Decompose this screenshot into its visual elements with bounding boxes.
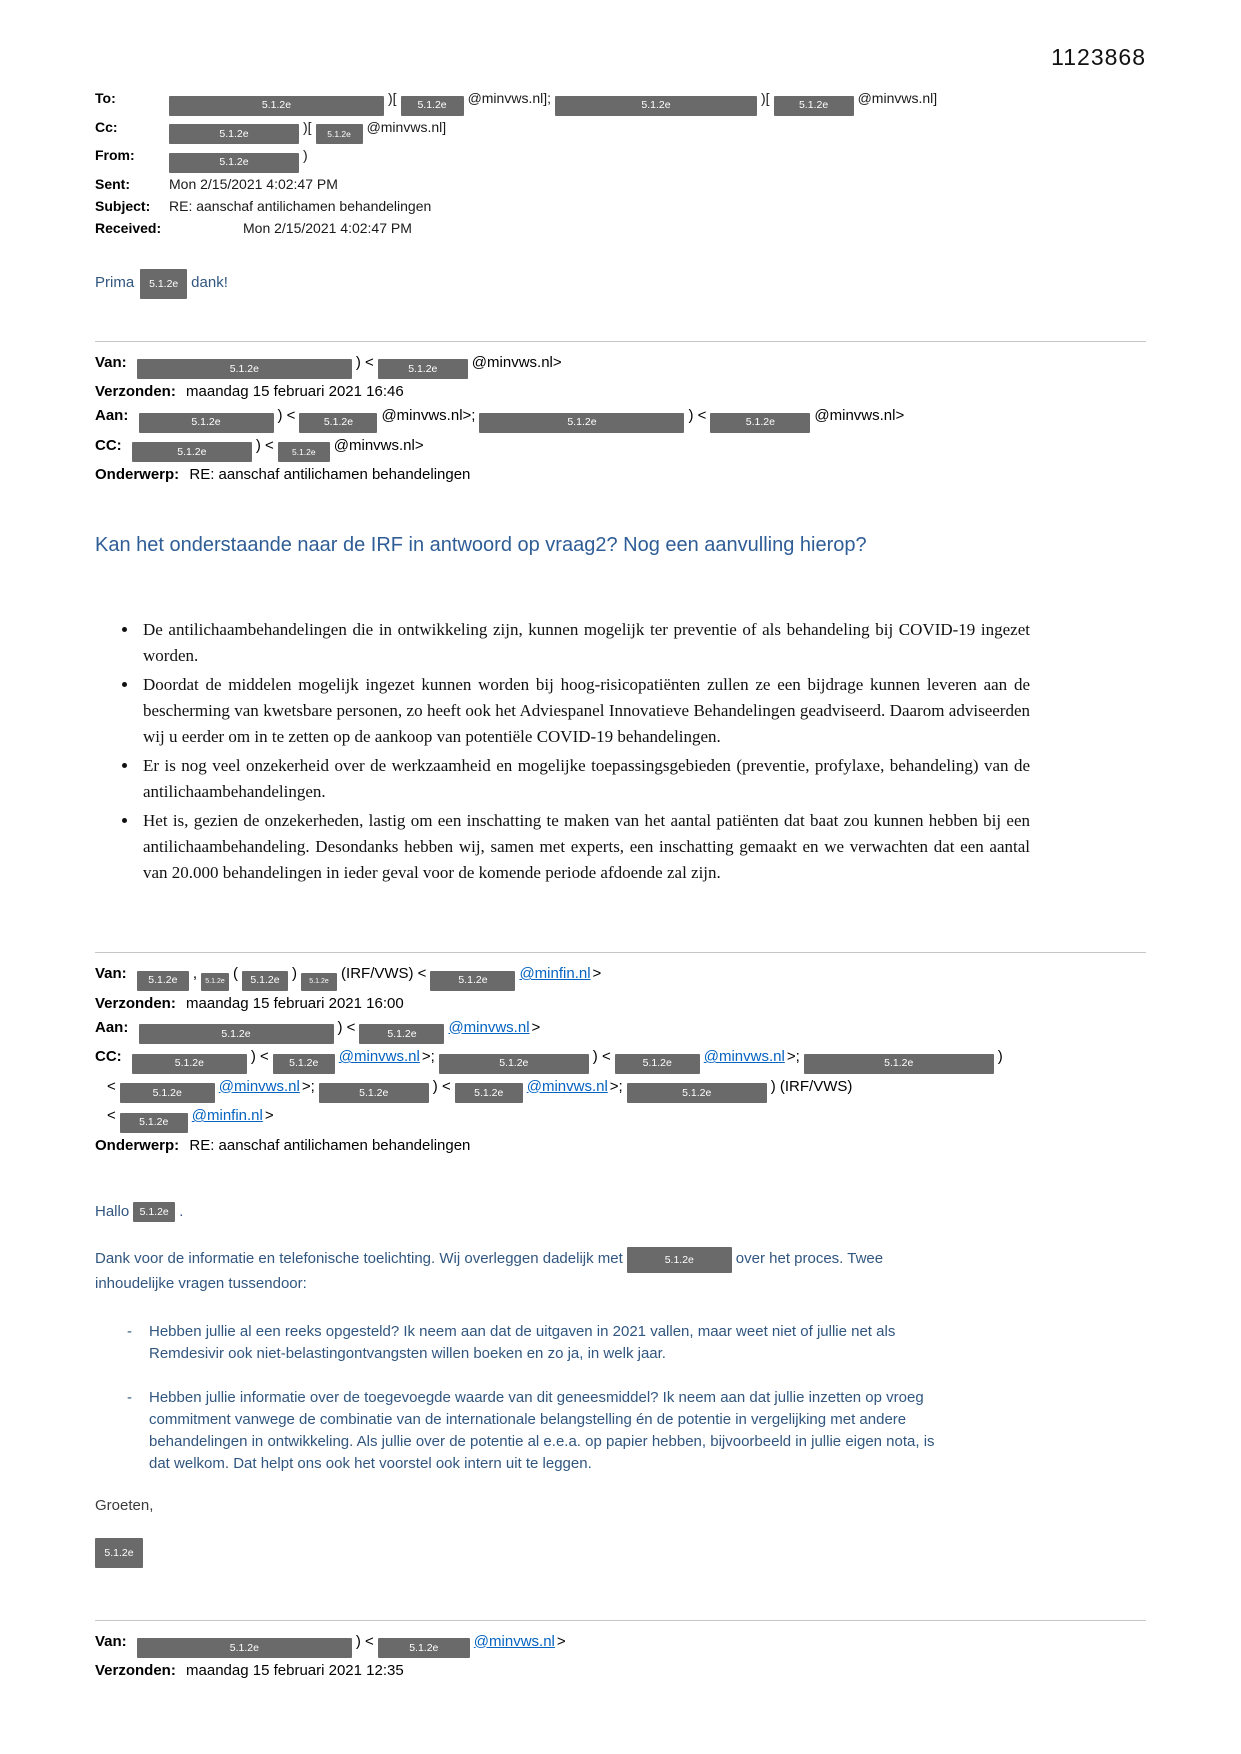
- redaction-box: 5.1.2e: [139, 1024, 334, 1044]
- signature-box: [95, 1538, 1146, 1568]
- redaction-box: 5.1.2e: [273, 1054, 335, 1074]
- field-value: [132, 1048, 1007, 1069]
- redaction-box: 5.1.2e: [359, 1024, 444, 1044]
- redaction-box: 5.1.2e: [627, 1083, 767, 1103]
- text-run: >;: [609, 1077, 623, 1095]
- field-value: [137, 1632, 570, 1654]
- bullet-item: • Doordat de middelen mogelijk ingezet kunnen worden bij hoog-risicopatiënten zullen ze een bijdrage kunnen leveren aan de bescherming van kwetsbare personen, zo heeft ook het Adviespanel Innovatieve Behandelingen geadviseerd. Daarom adviseerden wij u eerder om in te zetten op de aankoop van potentiële COVID-19 behandelingen.: [139, 672, 1030, 750]
- header-row-verzonden: [95, 380, 1146, 403]
- redaction-box: 5.1.2e: [132, 1054, 247, 1074]
- redaction-box: 5.1.2e: [169, 124, 299, 144]
- header-row-to: [95, 88, 1146, 116]
- redaction-box: 5.1.2e: [137, 1638, 352, 1658]
- text-run: ) (IRF/VWS): [770, 1077, 853, 1095]
- header-row-cc-continued: [95, 1104, 1146, 1133]
- field-label: Van:: [95, 1632, 127, 1650]
- text-run: ): [292, 965, 298, 982]
- redaction-box: 5.1.2e: [139, 413, 274, 433]
- field-value: [169, 196, 1146, 217]
- header-row-from: [95, 145, 1146, 173]
- header-row-aan: [95, 404, 1146, 433]
- text-run: <: [107, 1077, 116, 1095]
- field-label: CC:: [95, 436, 122, 454]
- field-value: [139, 407, 909, 428]
- header-row-sent: [95, 174, 1146, 195]
- bullet-item: • Er is nog veel onzekerheid over de werkzaamheid en mogelijke toepassingsgebieden (preventie, profylaxe, behandeling) van de antilichaambehandelingen.: [139, 753, 1030, 805]
- text-run: RE: aanschaf antilichamen behandelingen: [189, 466, 471, 483]
- field-label: Verzonden:: [95, 1662, 176, 1679]
- field-value: [169, 117, 1146, 145]
- redaction-box: 5.1.2e: [378, 359, 468, 379]
- field-label: Van:: [95, 353, 127, 371]
- redaction-box: 5.1.2e: [133, 1202, 175, 1222]
- quoted-header-3: [95, 1620, 1146, 1683]
- field-label: To:: [95, 90, 116, 106]
- greeting-text: [95, 269, 1146, 299]
- text-run: >;: [301, 1077, 315, 1095]
- field-label: Onderwerp:: [95, 466, 180, 483]
- field-label: From:: [95, 147, 135, 163]
- text-run: )[: [303, 118, 312, 135]
- message-paragraph: [95, 1247, 955, 1295]
- redaction-box: 5.1.2e: [555, 96, 757, 116]
- redaction-box: 5.1.2e: [278, 442, 330, 462]
- redaction-box: 5.1.2e: [455, 1083, 523, 1103]
- text-run: RE: aanschaf antilichamen behandelingen: [169, 197, 432, 214]
- quoted-header-2: [95, 952, 1146, 1157]
- header-row-subject: [95, 196, 1146, 217]
- field-label: Received:: [95, 219, 162, 236]
- field-label: Aan:: [95, 407, 129, 424]
- text-run: Mon 2/15/2021 4:02:47 PM: [169, 175, 338, 192]
- email-header: [95, 88, 1146, 239]
- text-run: @minvws.nl>: [471, 353, 562, 371]
- header-row-cc: [95, 117, 1146, 145]
- email-link[interactable]: @minvws.nl: [526, 1077, 608, 1095]
- redaction-box: 5.1.2e: [132, 442, 252, 462]
- salutation-text: [95, 1201, 955, 1223]
- redaction-box: 5.1.2e: [439, 1054, 589, 1074]
- redaction-box: 5.1.2e: [627, 1247, 732, 1273]
- text-run: maandag 15 februari 2021 16:00: [186, 994, 404, 1012]
- field-value: [169, 145, 1146, 173]
- header-row-van: [95, 351, 1146, 380]
- redaction-box: 5.1.2e: [804, 1054, 994, 1074]
- text-run: Dank voor de informatie en telefonische toelichting. Wij overleggen dadelijk met: [95, 1250, 623, 1268]
- email-link[interactable]: @minvws.nl: [703, 1048, 785, 1065]
- dash-marker: -: [127, 1388, 132, 1406]
- redaction-box: 5.1.2e: [120, 1113, 188, 1133]
- redaction-box: 5.1.2e: [479, 413, 684, 433]
- field-label: Sent:: [95, 175, 130, 192]
- text-run: ) <: [277, 407, 296, 424]
- email-link[interactable]: @minfin.nl: [191, 1107, 263, 1124]
- text-run: >;: [421, 1048, 435, 1065]
- redaction-box: 5.1.2e: [301, 973, 337, 991]
- header-row-cc-continued: [95, 1075, 1146, 1104]
- text-run: ): [303, 147, 308, 163]
- dash-marker: -: [127, 1322, 132, 1340]
- redaction-box: 5.1.2e: [95, 1538, 143, 1568]
- dash-item-text: Hebben jullie al een reeks opgesteld? Ik neem aan dat de uitgaven in 2021 vallen, maar weet niet of jullie net als Remdesivir ook niet-belastingontvangsten willen boeken en zo ja, in welk jaar.: [149, 1322, 896, 1362]
- field-value: [189, 466, 474, 483]
- redaction-box: 5.1.2e: [140, 269, 187, 299]
- text-run: )[: [388, 90, 397, 106]
- field-value: [186, 995, 408, 1012]
- header-row-van: [95, 962, 1146, 991]
- redaction-box: 5.1.2e: [169, 153, 299, 173]
- text-run: ,: [192, 965, 198, 982]
- field-label: Subject:: [95, 197, 151, 214]
- header-row-cc2: [95, 434, 1146, 463]
- text-run: @minvws.nl];: [467, 90, 552, 106]
- text-run: @minvws.nl]: [857, 90, 938, 106]
- field-value: [186, 383, 408, 400]
- redaction-box: 5.1.2e: [242, 971, 288, 991]
- signature-redaction: [95, 1538, 1146, 1568]
- text-run: ) <: [592, 1048, 611, 1065]
- text-run: ) <: [355, 1632, 374, 1650]
- greeting-line: [95, 269, 1146, 299]
- text-run: ) <: [250, 1048, 269, 1065]
- dash-item-text: Hebben jullie informatie over de toegevoegde waarde van dit geneesmiddel? Ik neem aan dat jullie inzetten op vroeg commitment vanwege de combinatie van de internationale belangstelling én de potentie in vergelijking met andere behandelingen in ontwikkeling. Als jullie over de potentie al e.e.a. op papier hebben, bijvoorbeeld in jullie eigen nota, is dat welkom. Dat helpt ons ook het voorstel ook intern uit te leggen.: [149, 1388, 935, 1472]
- text-run: ) <: [337, 1018, 356, 1036]
- header-row-verzonden: [95, 1659, 1146, 1682]
- redaction-box: 5.1.2e: [319, 1083, 429, 1103]
- redaction-box: 5.1.2e: [201, 973, 229, 991]
- text-run: ) <: [688, 407, 707, 424]
- field-value: [186, 1662, 408, 1679]
- text-run: >;: [786, 1048, 800, 1065]
- redaction-box: 5.1.2e: [316, 124, 363, 144]
- text-run: >: [264, 1107, 274, 1124]
- text-run: maandag 15 februari 2021 12:35: [186, 1662, 404, 1679]
- message-body: [95, 1201, 955, 1475]
- redaction-box: 5.1.2e: [137, 359, 352, 379]
- text-run: )[: [761, 90, 770, 106]
- field-label: Verzonden:: [95, 994, 176, 1012]
- header-row-cc: [95, 1045, 1146, 1074]
- paragraph-text: [95, 1247, 955, 1295]
- header-row-onderwerp: [95, 1134, 1146, 1157]
- email-link[interactable]: @minvws.nl: [338, 1048, 420, 1065]
- field-label: Van:: [95, 965, 127, 982]
- field-value: [137, 353, 566, 375]
- salutation-line: [95, 1201, 955, 1223]
- text-run: Prima: [95, 274, 135, 292]
- header-row-verzonden: [95, 992, 1146, 1015]
- text-run: @minvws.nl>: [333, 436, 424, 454]
- text-run: RE: aanschaf antilichamen behandelingen: [189, 1136, 471, 1154]
- field-value: [139, 1018, 545, 1040]
- redaction-box: 5.1.2e: [299, 413, 377, 433]
- text-run: >: [592, 965, 602, 982]
- redaction-box: 5.1.2e: [120, 1083, 215, 1103]
- dash-list: [95, 1321, 955, 1475]
- redaction-box: 5.1.2e: [169, 96, 384, 116]
- quoted-header-1: [95, 341, 1146, 487]
- text-run: (IRF/VWS) <: [341, 965, 427, 982]
- text-run: @minvws.nl>: [814, 407, 905, 424]
- field-value: [107, 1077, 856, 1099]
- email-link[interactable]: @minvws.nl: [218, 1077, 300, 1095]
- field-value: [169, 218, 1146, 239]
- email-link[interactable]: @minvws.nl: [473, 1632, 555, 1650]
- header-row-received: [95, 218, 1146, 239]
- header-row-aan: [95, 1016, 1146, 1045]
- text-run: dank!: [191, 274, 228, 292]
- dash-item: [127, 1321, 955, 1365]
- field-value: [137, 965, 605, 986]
- field-value: [169, 88, 1146, 116]
- field-value: [107, 1107, 278, 1128]
- field-label: Aan:: [95, 1018, 129, 1036]
- header-row-van: [95, 1630, 1146, 1659]
- text-run: >: [531, 1018, 541, 1036]
- redaction-box: 5.1.2e: [774, 96, 854, 116]
- field-label: CC:: [95, 1048, 122, 1065]
- text-run: @minvws.nl>;: [381, 407, 476, 424]
- text-run: ): [997, 1048, 1003, 1065]
- text-run: Mon 2/15/2021 4:02:47 PM: [243, 219, 412, 236]
- dash-item: [127, 1387, 955, 1475]
- redaction-box: 5.1.2e: [378, 1638, 470, 1658]
- text-run: ) <: [432, 1077, 451, 1095]
- signoff: Groeten,: [95, 1496, 154, 1514]
- email-link[interactable]: @minvws.nl: [448, 1018, 530, 1036]
- field-label: Onderwerp:: [95, 1136, 180, 1154]
- text-run: (: [233, 965, 239, 982]
- field-value: [132, 436, 428, 458]
- field-value: [189, 1137, 474, 1154]
- text-run: ) <: [255, 436, 274, 454]
- redaction-box: 5.1.2e: [615, 1054, 700, 1074]
- field-value: [169, 174, 1146, 195]
- redaction-box: 5.1.2e: [430, 971, 515, 991]
- redaction-box: 5.1.2e: [710, 413, 810, 433]
- field-label: Verzonden:: [95, 383, 176, 400]
- text-run: .: [179, 1202, 184, 1220]
- page-number: 1123868: [1051, 44, 1146, 70]
- text-run: maandag 15 februari 2021 16:46: [186, 383, 404, 400]
- text-run: >: [556, 1632, 566, 1650]
- bullet-list: [95, 617, 1030, 886]
- header-row-onderwerp: [95, 463, 1146, 486]
- field-label: Cc:: [95, 118, 118, 135]
- text-run: Hallo: [95, 1202, 130, 1220]
- email-link[interactable]: @minfin.nl: [519, 965, 591, 982]
- bullet-item: • De antilichaambehandelingen die in ontwikkeling zijn, kunnen mogelijk ter preventie of als behandeling bij COVID-19 ingezet worden.: [139, 617, 1030, 669]
- text-run: ) <: [355, 353, 374, 371]
- redaction-box: 5.1.2e: [137, 971, 189, 991]
- text-run: @minvws.nl]: [366, 118, 447, 135]
- message-heading: Kan het onderstaande naar de IRF in antwoord op vraag2? Nog een aanvulling hierop?: [95, 534, 867, 556]
- text-run: <: [107, 1107, 116, 1124]
- text-run: over het proces. Twee inhoudelijke vragen tussendoor:: [95, 1250, 888, 1292]
- redaction-box: 5.1.2e: [401, 96, 464, 116]
- bullet-item: • Het is, gezien de onzekerheden, lastig om een inschatting te maken van het aantal patiënten dat baat zou kunnen hebben bij een antilichaambehandeling. Desondanks hebben wij, samen met experts, een inschatting gemaakt en we verwachten dat een aantal van 20.000 behandelingen in ieder geval voor de komende periode afdoende zal zijn.: [139, 808, 1030, 886]
